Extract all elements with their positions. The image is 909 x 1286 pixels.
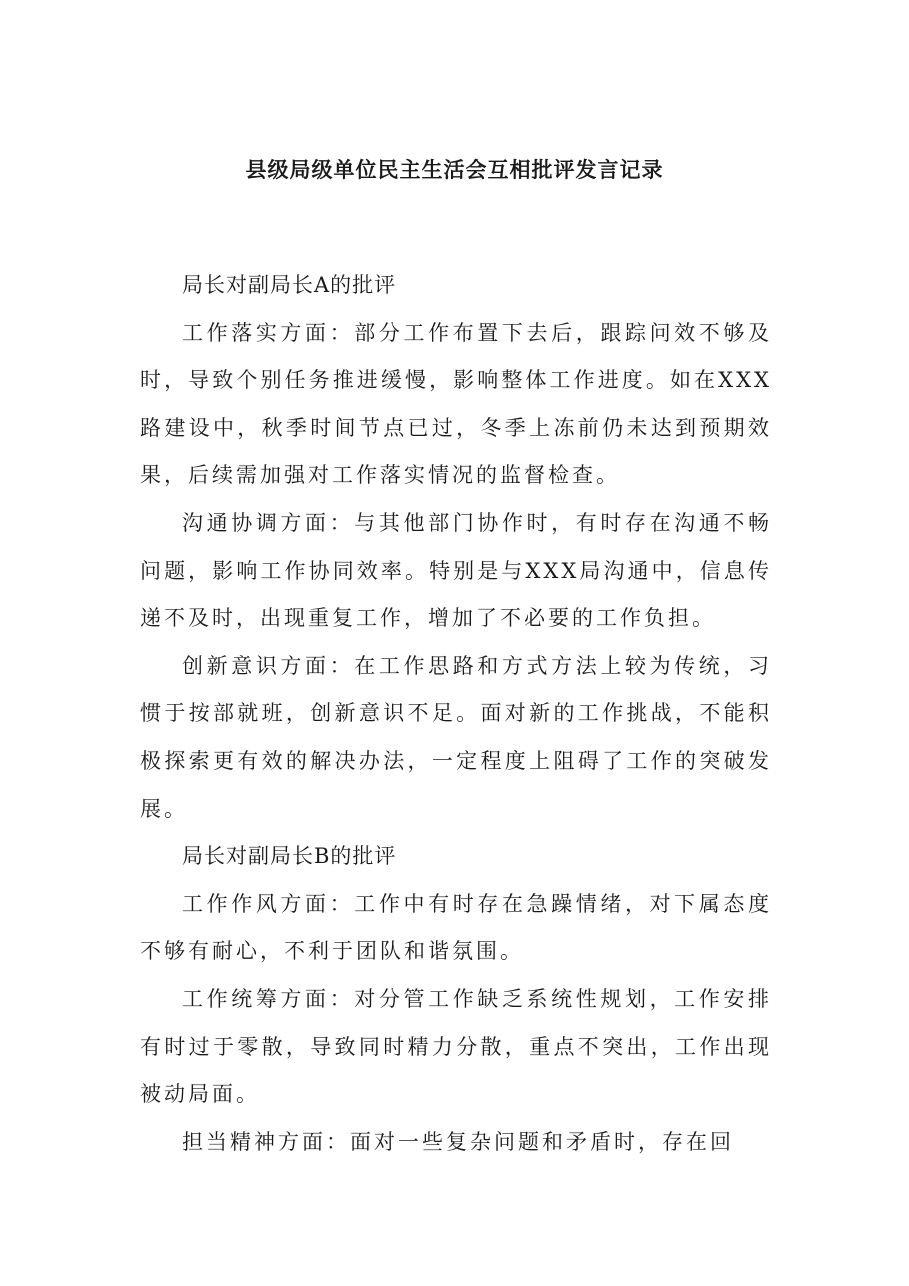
paragraph-work-implementation: 工作落实方面：部分工作布置下去后，跟踪问效不够及时，导致个别任务推进缓慢，影响整体工作进度。如在XXX路建设中，秋季时间节点已过，冬季上冻前仍未达到预期效果，后续需加强对工作落实情况的监督检查。 [140,320,772,488]
paragraph-communication: 沟通协调方面：与其他部门协作时，有时存在沟通不畅问题，影响工作协同效率。特别是与XXX局沟通中，信息传递不及时，出现重复工作，增加了不必要的工作负担。 [140,510,772,631]
paragraph-innovation: 创新意识方面：在工作思路和方式方法上较为传统，习惯于按部就班，创新意识不足。面对新的工作挑战，不能积极探索更有效的解决办法，一定程度上阻碍了工作的突破发展。 [140,653,772,821]
section-heading-b: 局长对副局长B的批评 [182,844,397,869]
document-body [140,262,772,1166]
document-title: 县级局级单位民主生活会互相批评发言记录 [245,157,664,182]
paragraph-work-planning: 工作统筹方面：对分管工作缺乏系统性规划，工作安排有时过于零散，导致同时精力分散，重点不突出，工作出现被动局面。 [140,986,772,1107]
paragraph-work-style: 工作作风方面：工作中有时存在急躁情绪，对下属态度不够有耐心，不利于团队和谐氛围。 [140,891,772,964]
paragraph-responsibility: 担当精神方面：面对一些复杂问题和矛盾时，存在回 [182,1129,734,1154]
section-heading-a: 局长对副局长A的批评 [182,273,397,297]
